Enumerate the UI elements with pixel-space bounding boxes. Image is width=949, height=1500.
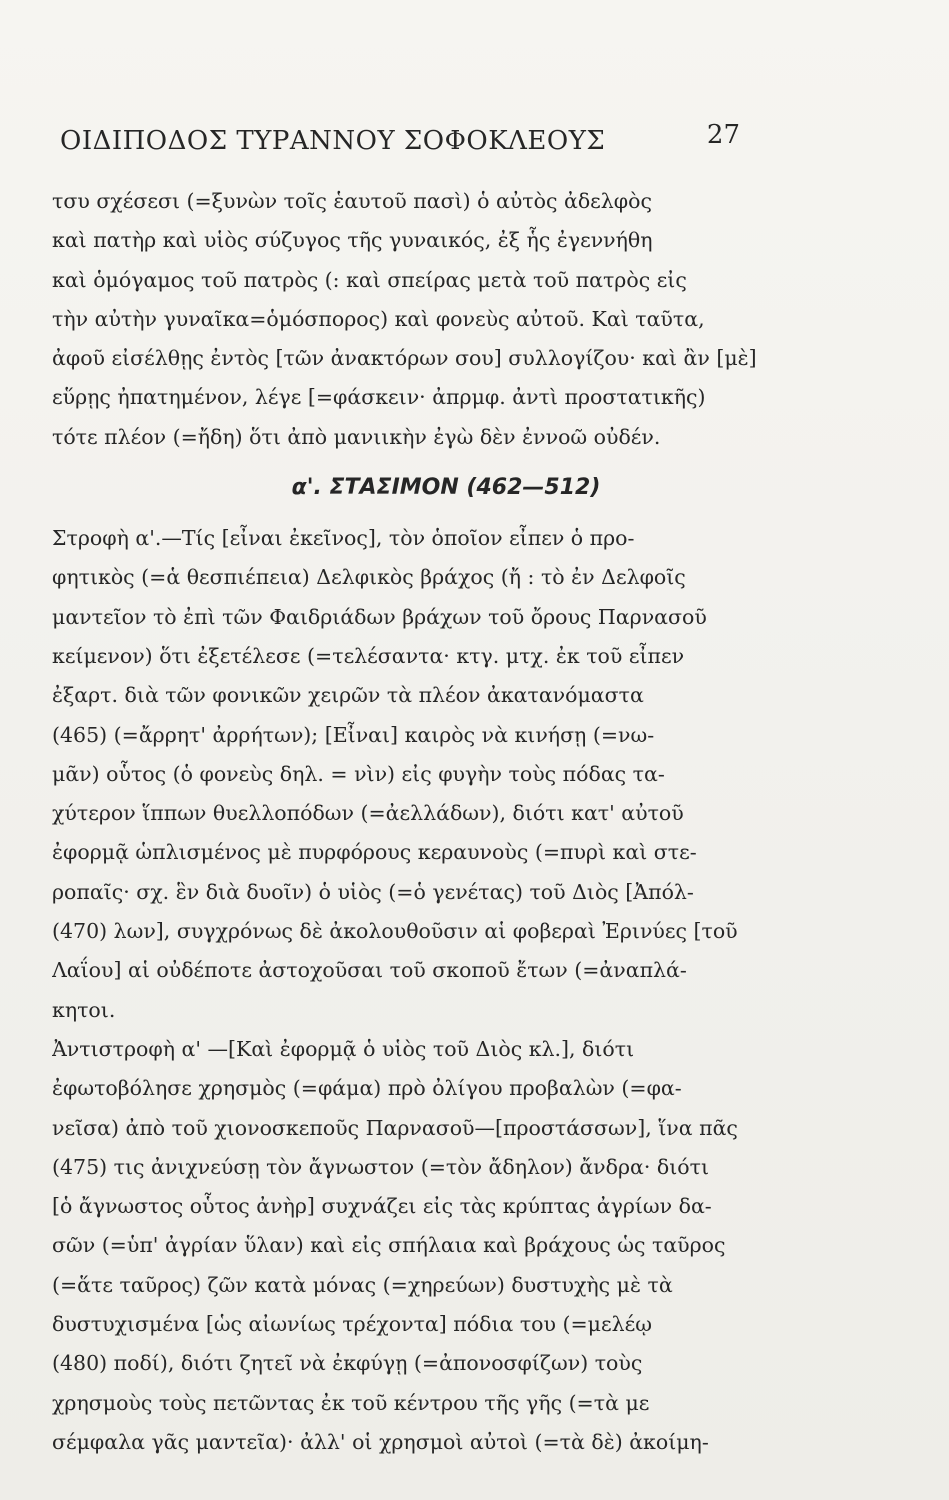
text-line: τσυ σχέσεσι (=ξυνὼν τοῖς ἑαυτοῦ πασὶ) ὁ αὐτὸς ἀδελφὸς — [52, 189, 652, 213]
text-line: κητοι. — [52, 997, 116, 1022]
text-line: ἐφορμᾷ ὡπλισμένος μὲ πυρφόρους κεραυνοὺς (=πυρὶ καὶ στε- — [52, 840, 697, 865]
text-line: [ὁ ἄγνωστος οὗτος ἀνὴρ] συχνάζει εἰς τὰς κρύπτας ἀγρίων δα- — [52, 1194, 712, 1219]
text-line: κείμενον) ὅτι ἐξετέλεσε (=τελέσαντα· κτγ. μτχ. ἐκ τοῦ εἶπεν — [52, 643, 685, 668]
text-line: τότε πλέον (=ἤδη) ὅτι ἀπὸ μανιικὴν ἐγὼ δὲν ἐννοῶ οὐδέν. — [52, 424, 661, 449]
text-line: σέμφαλα γᾶς μαντεῖα)· ἀλλ' οἱ χρησμοὶ αὐτοὶ (=τὰ δὲ) ἀκοίμη- — [52, 1429, 709, 1454]
text-line: (=ἅτε ταῦρος) ζῶν κατὰ μόνας (=χηρεύων) δυστυχὴς μὲ τὰ — [52, 1272, 673, 1297]
text-line: τὴν αὐτὴν γυναῖκα=ὁμόσπορος) καὶ φονεὺς αὐτοῦ. Καὶ ταῦτα, — [52, 306, 705, 331]
text-line: εὕρῃς ἠπατημένον, λέγε [=φάσκειν· ἀπρμφ. ἀντὶ προστατικῆς) — [52, 385, 706, 410]
text-line: (475) τις ἀνιχνεύσῃ τὸν ἄγνωστον (=τὸν ἄδηλον) ἄνδρα· διότι — [52, 1154, 710, 1179]
commentary-paragraph-1 — [52, 182, 800, 457]
page-body — [52, 182, 800, 1462]
text-line: καὶ πατὴρ καὶ υἱὸς σύζυγος τῆς γυναικός, ἐξ ἧς ἐγεννήθη — [52, 228, 653, 253]
text-line: Λαΐου] αἱ οὐδέποτε ἀστοχοῦσαι τοῦ σκοποῦ ἔτων (=ἀναπλά- — [52, 958, 687, 983]
text-line: ροπαῖς· σχ. ἓν διὰ δυοῖν) ὁ υἱὸς (=ὁ γενέτας) τοῦ Διὸς [Ἀπόλ- — [52, 879, 694, 904]
text-line: ἐξαρτ. διὰ τῶν φονικῶν χειρῶν τὰ πλέον ἀκατανόμαστα — [52, 683, 644, 708]
text-line: μαντεῖον τὸ ἐπὶ τῶν Φαιδριάδων βράχων τοῦ ὄρους Παρνασοῦ — [52, 604, 707, 629]
text-line: Στροφὴ α'.—Τίς [εἶναι ἐκεῖνος], τὸν ὁποῖον εἶπεν ὁ προ- — [52, 526, 635, 551]
text-line: χύτερον ἵππων θυελλοπόδων (=ἀελλάδων), διότι κατ' αὐτοῦ — [52, 801, 684, 826]
text-line: (465) (=ἄρρητ' ἀρρήτων); [Εἶναι] καιρὸς νὰ κινήσῃ (=νω- — [52, 722, 655, 747]
text-line: μᾶν) οὗτος (ὁ φονεὺς δηλ. = νὶν) εἰς φυγὴν τοὺς πόδας τα- — [52, 761, 665, 786]
section-heading: α'. ΣΤΑΣΙΜΟΝ (462—512) — [291, 475, 601, 501]
text-line: καὶ ὁμόγαμος τοῦ πατρὸς (: καὶ σπείρας μετὰ τοῦ πατρὸς εἰς — [52, 267, 687, 292]
text-line: ἀφοῦ εἰσέλθῃς ἐντὸς [τῶν ἀνακτόρων σου] συλλογίζου· καὶ ἂν [μὲ] — [52, 346, 757, 371]
text-line: δυστυχισμένα [ὡς αἰωνίως τρέχοντα] πόδια του (=μελέῳ — [52, 1312, 652, 1337]
running-header — [60, 120, 740, 170]
text-line: (480) ποδί), διότι ζητεῖ νὰ ἐκφύγῃ (=ἀπονοσφίζων) τοὺς — [52, 1351, 643, 1376]
text-line: Ἀντιστροφὴ α' —[Καὶ ἐφορμᾷ ὁ υἱὸς τοῦ Διὸς κλ.], διότι — [52, 1036, 635, 1061]
text-line: φητικὸς (=ἁ θεσπιέπεια) Δελφικὸς βράχος (ἤ : τὸ ἐν Δελφοῖς — [52, 565, 686, 590]
text-line: νεῖσα) ἀπὸ τοῦ χιονοσκεποῦς Παρνασοῦ—[προστάσσων], ἵνα πᾶς — [52, 1115, 738, 1140]
strophe-paragraph — [52, 519, 800, 1030]
antistrophe-paragraph — [52, 1030, 800, 1462]
text-line: (470) λων], συγχρόνως δὲ ἀκολουθοῦσιν αἱ φοβεραὶ Ἐρινύες [τοῦ — [52, 919, 738, 944]
text-line: χρησμοὺς τοὺς πετῶντας ἐκ τοῦ κέντρου τῆς γῆς (=τὰ με — [52, 1390, 650, 1415]
page-number: 27 — [706, 120, 740, 150]
running-title: ΟΙΔΙΠΟΔΟΣ ΤΥΡΑΝΝΟΥ ΣΟΦΟΚΛΕΟΥΣ — [60, 126, 606, 156]
text-line: σῶν (=ὑπ' ἀγρίαν ὕλαν) καὶ εἰς σπήλαια καὶ βράχους ὡς ταῦρος — [52, 1233, 726, 1258]
text-line: ἐφωτοβόλησε χρησμὸς (=φάμα) πρὸ ὀλίγου προβαλὼν (=φα- — [52, 1076, 682, 1101]
